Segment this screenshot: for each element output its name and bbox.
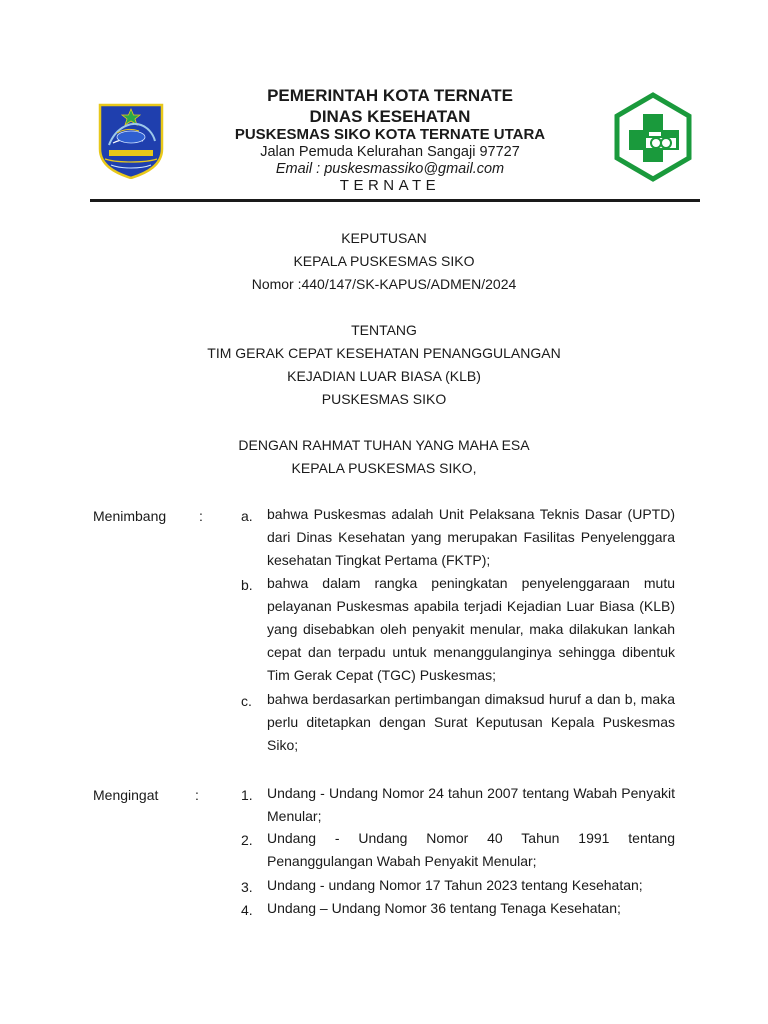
subject-line-1: TIM GERAK CEPAT KESEHATAN PENANGGULANGAN (207, 345, 561, 361)
list-item-line: bahwa dalam rangka peningkatan penyelenggaraan mutu (267, 575, 675, 591)
list-item-line: Undang - undang Nomor 17 Tahun 2023 tentang Kesehatan; (267, 877, 643, 893)
list-item-line: bahwa Puskesmas adalah Unit Pelaksana Teknis Dasar (UPTD) (267, 506, 675, 522)
mengingat-item-4 (267, 897, 675, 920)
menimbang-marker-a: a. (241, 508, 253, 524)
decree-heading: KEPUTUSAN (341, 230, 427, 246)
mengingat-marker-2: 2. (241, 832, 253, 848)
email-line: Email : puskesmassiko@gmail.com (275, 161, 505, 177)
menimbang-item-c (267, 688, 675, 757)
address-line: Jalan Pemuda Kelurahan Sangaji 97727 (260, 144, 520, 160)
list-item-line: dari Dinas Kesehatan yang merupakan Fasilitas Penyelenggara (267, 529, 675, 545)
menimbang-marker-b: b. (241, 577, 253, 593)
city-name: TERNATE (339, 177, 441, 194)
mengingat-item-1 (267, 782, 675, 828)
list-item-line: Tim Gerak Cepat (TGC) Puskesmas; (267, 667, 496, 683)
department-name: DINAS KESEHATAN (309, 107, 471, 126)
mengingat-item-3 (267, 874, 675, 897)
mengingat-marker-3: 3. (241, 879, 253, 895)
mengingat-marker-1: 1. (241, 787, 253, 803)
list-item-line: Undang - Undang Nomor 24 tahun 2007 tentang Wabah Penyakit (267, 785, 675, 801)
ternate-city-emblem-icon (97, 103, 165, 179)
decree-issuer: KEPALA PUSKESMAS SIKO (293, 253, 475, 269)
subject-heading: TENTANG (351, 322, 417, 338)
letterhead-divider (90, 199, 700, 202)
menimbang-marker-c: c. (241, 693, 252, 709)
menimbang-item-b (267, 572, 675, 687)
list-item-line: Undang – Undang Nomor 36 tentang Tenaga Kesehatan; (267, 900, 621, 916)
mengingat-item-2 (267, 827, 675, 873)
menimbang-item-a (267, 503, 675, 572)
mengingat-colon: : (195, 787, 199, 803)
government-name: PEMERINTAH KOTA TERNATE (267, 86, 513, 105)
list-item-line: kesehatan Tingkat Pertama (FKTP); (267, 552, 491, 568)
list-item-line: cepat dan terpadu untuk menanggulanginya sehingga dibentuk (267, 644, 675, 660)
list-item-line: Menular; (267, 808, 322, 824)
list-item-line: Undang - Undang Nomor 40 Tahun 1991 tentang (267, 830, 675, 846)
mengingat-marker-4: 4. (241, 902, 253, 918)
list-item-line: perlu ditetapkan dengan Surat Keputusan Kepala Puskesmas (267, 714, 675, 730)
subject-line-3: PUSKESMAS SIKO (321, 391, 447, 407)
list-item-line: Penanggulangan Wabah Penyakit Menular; (267, 853, 537, 869)
puskesmas-health-cross-icon (613, 92, 693, 182)
list-item-line: yang disebabkan oleh penyakit menular, maka dilakukan lankah (267, 621, 675, 637)
puskesmas-name: PUSKESMAS SIKO KOTA TERNATE UTARA (234, 126, 546, 143)
menimbang-label: Menimbang (93, 508, 167, 524)
preamble-line-1: DENGAN RAHMAT TUHAN YANG MAHA ESA (238, 437, 530, 453)
list-item-line: Siko; (267, 737, 299, 753)
list-item-line: pelayanan Puskesmas apabila terjadi Kejadian Luar Biasa (KLB) (267, 598, 675, 614)
preamble-line-2: KEPALA PUSKESMAS SIKO, (291, 460, 477, 476)
menimbang-colon: : (199, 508, 203, 524)
decree-number: Nomor :440/147/SK-KAPUS/ADMEN/2024 (251, 276, 517, 292)
mengingat-label: Mengingat (93, 787, 159, 803)
list-item-line: bahwa berdasarkan pertimbangan dimaksud huruf a dan b, maka (267, 691, 675, 707)
subject-line-2: KEJADIAN LUAR BIASA (KLB) (287, 368, 481, 384)
